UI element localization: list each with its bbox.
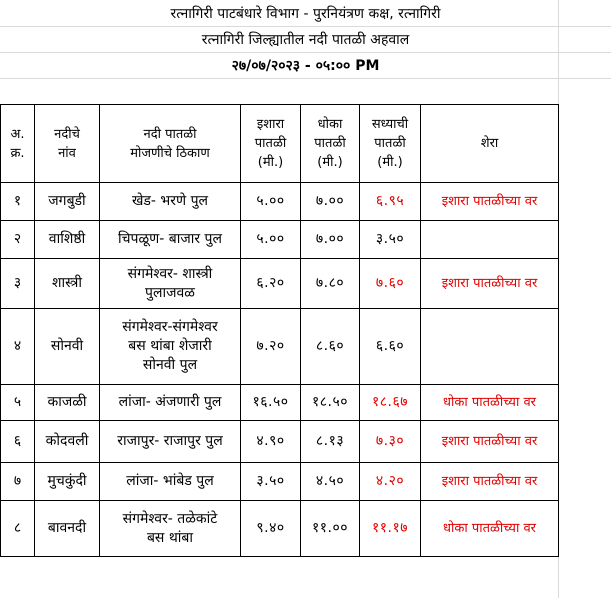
table-row — [1, 463, 559, 501]
grid-line — [0, 26, 611, 27]
cell-sr: ७ — [1, 463, 35, 501]
location-line: लांजा- अंजणारी पुल — [118, 394, 222, 410]
location-line: बस थांबा शेजारी — [128, 338, 212, 354]
cell-warning-level: ४.९० — [241, 421, 301, 463]
cell-current-level: १८.६७ — [360, 385, 421, 421]
table-row — [1, 385, 559, 421]
cell-sr: ४ — [1, 309, 35, 385]
cell-current-level: ७.६० — [360, 259, 421, 309]
cell-warning-level: १६.५० — [241, 385, 301, 421]
cell-river: जगबुडी — [35, 183, 100, 221]
location-line: संगमेश्वर- तळेकांटे — [122, 510, 218, 527]
cell-river: मुचकुंदी — [35, 463, 100, 501]
cell-remark: धोका पातळीच्या वर — [421, 385, 559, 421]
office-title: रत्नागिरी पाटबंधारे विभाग - पुरनियंत्रण कक्ष, रत्नागिरी — [170, 6, 441, 22]
cell-sr: २ — [1, 221, 35, 259]
grid-line — [0, 52, 611, 53]
cell-warning-level: ६.२० — [241, 259, 301, 309]
header-location: नदी पातळी मोजणीचे ठिकाण — [100, 105, 241, 183]
cell-warning-level: ५.०० — [241, 183, 301, 221]
table-row — [1, 309, 559, 385]
cell-location — [100, 385, 241, 421]
report-title: रत्नागिरी जिल्ह्यातील नदी पातळी अहवाल — [201, 32, 410, 48]
header-warning-level: इशारा पातळी (मी.) — [241, 105, 301, 183]
cell-location — [100, 183, 241, 221]
cell-danger-level: ७.८० — [301, 259, 360, 309]
cell-remark: धोका पातळीच्या वर — [421, 501, 559, 557]
cell-location — [100, 309, 241, 385]
cell-current-level: ११.१७ — [360, 501, 421, 557]
river-level-table — [0, 104, 559, 557]
cell-river: वाशिष्ठी — [35, 221, 100, 259]
cell-location — [100, 421, 241, 463]
location-line: बस थांबा — [146, 529, 194, 546]
table-row — [1, 501, 559, 557]
cell-danger-level: १८.५० — [301, 385, 360, 421]
cell-warning-level: ९.४० — [241, 501, 301, 557]
cell-remark: इशारा पातळीच्या वर — [421, 183, 559, 221]
header-remark: शेरा — [421, 105, 559, 183]
cell-river: सोनवी — [35, 309, 100, 385]
header-current-level: सध्याची पातळी (मी.) — [360, 105, 421, 183]
cell-location — [100, 221, 241, 259]
cell-danger-level: ७.०० — [301, 221, 360, 259]
cell-current-level: ७.३० — [360, 421, 421, 463]
cell-location — [100, 501, 241, 557]
cell-remark: इशारा पातळीच्या वर — [421, 463, 559, 501]
cell-remark — [421, 309, 559, 385]
cell-river: काजळी — [35, 385, 100, 421]
cell-remark: इशारा पातळीच्या वर — [421, 259, 559, 309]
location-line: सोनवी पुल — [142, 357, 198, 373]
cell-sr: ३ — [1, 259, 35, 309]
table-row — [1, 421, 559, 463]
location-line: संगमेश्वर- शास्त्री — [127, 265, 213, 282]
cell-sr: ८ — [1, 501, 35, 557]
cell-sr: ६ — [1, 421, 35, 463]
cell-current-level: ४.२० — [360, 463, 421, 501]
cell-warning-level: ३.५० — [241, 463, 301, 501]
location-line: पुलाजवळ — [145, 284, 195, 301]
header-danger-level: धोका पातळी (मी.) — [301, 105, 360, 183]
cell-river: शास्त्री — [35, 259, 100, 309]
cell-danger-level: ७.०० — [301, 183, 360, 221]
location-line: लांजा- भांबेड पुल — [126, 473, 214, 489]
cell-danger-level: ८.६० — [301, 309, 360, 385]
table-row — [1, 259, 559, 309]
cell-remark — [421, 221, 559, 259]
cell-remark: इशारा पातळीच्या वर — [421, 421, 559, 463]
cell-location — [100, 259, 241, 309]
cell-current-level: ६.९५ — [360, 183, 421, 221]
cell-sr: ५ — [1, 385, 35, 421]
cell-danger-level: ४.५० — [301, 463, 360, 501]
grid-line — [0, 78, 611, 79]
cell-current-level: ३.५० — [360, 221, 421, 259]
header-sr: अ. क्र. — [1, 105, 35, 183]
cell-warning-level: ५.०० — [241, 221, 301, 259]
table-row — [1, 183, 559, 221]
location-line: राजापुर- राजापुर पुल — [117, 433, 223, 449]
table-row — [1, 221, 559, 259]
header-river: नदीचे नांव — [35, 105, 100, 183]
cell-river: बावनदी — [35, 501, 100, 557]
cell-danger-level: ११.०० — [301, 501, 360, 557]
location-line: चिपळूण- बाजार पुल — [118, 231, 222, 247]
cell-river: कोदवली — [35, 421, 100, 463]
location-line: खेड- भरणे पुल — [131, 193, 209, 209]
location-line: संगमेश्वर-संगमेश्वर — [122, 319, 218, 335]
cell-sr: १ — [1, 183, 35, 221]
cell-current-level: ६.६० — [360, 309, 421, 385]
table-header-row — [1, 105, 559, 183]
cell-warning-level: ७.२० — [241, 309, 301, 385]
cell-danger-level: ८.१३ — [301, 421, 360, 463]
cell-location — [100, 463, 241, 501]
report-datetime: २७/०७/२०२३ - ०५:०० PM — [231, 58, 380, 74]
